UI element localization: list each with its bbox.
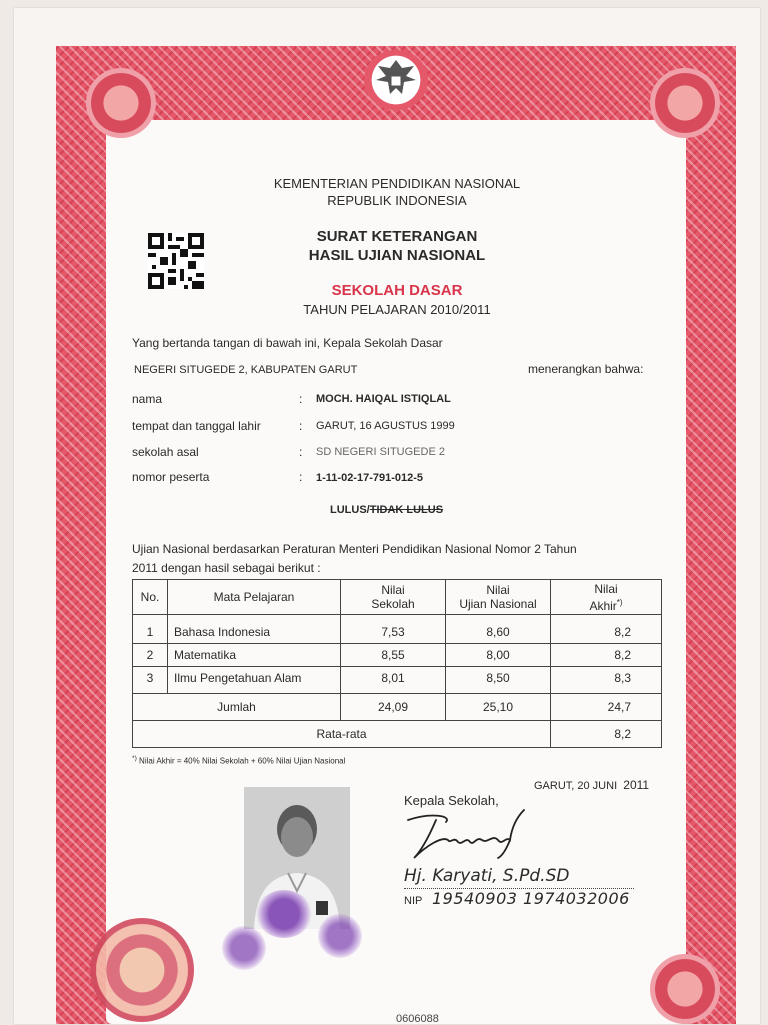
cell-school: 8,55	[341, 644, 446, 667]
status-pass: LULUS/	[330, 504, 370, 516]
field-label-name: nama	[132, 392, 163, 406]
col-header-national: Nilai Ujian Nasional	[446, 580, 551, 615]
intro-text: Yang bertanda tangan di bawah ini, Kepala Sekolah Dasar	[132, 336, 443, 350]
thumbprint	[318, 914, 362, 958]
field-colon: :	[299, 470, 303, 484]
cell-no: 3	[133, 667, 168, 694]
total-label: Jumlah	[133, 694, 341, 721]
ministry-heading: KEMENTERIAN PENDIDIKAN NASIONAL	[273, 176, 521, 191]
field-colon: :	[299, 445, 303, 459]
republic-heading: REPUBLIK INDONESIA	[327, 193, 467, 208]
handwritten-signature	[402, 806, 532, 862]
school-level: SEKOLAH DASAR	[331, 282, 463, 299]
field-value-name: MOCH. HAIQAL ISTIQLAL	[316, 393, 451, 405]
average-label: Rata-rata	[133, 721, 551, 748]
total-school: 24,09	[341, 694, 446, 721]
total-final: 24,7	[551, 694, 662, 721]
cell-final: 8,3	[551, 667, 662, 694]
table-average-row	[133, 721, 662, 748]
thumbprint	[222, 926, 266, 970]
col-header-no: No.	[133, 580, 168, 615]
average-final: 8,2	[551, 721, 662, 748]
cell-no: 1	[133, 615, 168, 644]
table-row	[133, 667, 662, 694]
cell-final: 8,2	[551, 644, 662, 667]
table-row	[133, 644, 662, 667]
declares-text: menerangkan bahwa:	[528, 362, 644, 376]
total-national: 25,10	[446, 694, 551, 721]
table-row	[133, 615, 662, 644]
nip-value: 19540903 1974032006	[432, 889, 630, 908]
footnote: *) Nilai Akhir = 40% Nilai Sekolah + 60% Nilai Ujian Nasional	[132, 755, 346, 766]
table-header-row	[133, 580, 662, 615]
nip-label: NIP	[404, 895, 423, 907]
field-value-school: SD NEGERI SITUGEDE 2	[316, 446, 445, 458]
corner-ornament	[650, 68, 720, 138]
exam-text-line2: 2011 dengan hasil sebagai berikut :	[132, 561, 321, 575]
school-seal	[90, 918, 194, 1022]
signature-place-date: GARUT, 20 JUNI 2011	[534, 778, 650, 792]
cell-subject: Ilmu Pengetahuan Alam	[168, 667, 341, 694]
cell-national: 8,50	[446, 667, 551, 694]
field-colon: :	[299, 392, 303, 406]
cell-school: 8,01	[341, 667, 446, 694]
cell-national: 8,00	[446, 644, 551, 667]
cell-school: 7,53	[341, 615, 446, 644]
col-header-school: Nilai Sekolah	[341, 580, 446, 615]
cell-no: 2	[133, 644, 168, 667]
certificate-title-1: SURAT KETERANGAN	[316, 228, 478, 245]
certificate-title-2: HASIL UJIAN NASIONAL	[308, 247, 486, 264]
academic-year: TAHUN PELAJARAN 2010/2011	[303, 302, 491, 317]
grades-table	[132, 579, 662, 748]
principal-role: Kepala Sekolah,	[404, 793, 499, 808]
status-badge	[330, 504, 443, 516]
serial-number: 0606088	[396, 1013, 439, 1025]
field-label-school: sekolah asal	[132, 445, 199, 459]
cell-subject: Bahasa Indonesia	[168, 615, 341, 644]
field-colon: :	[299, 419, 303, 433]
col-header-subject: Mata Pelajaran	[168, 580, 341, 615]
corner-ornament	[86, 68, 156, 138]
cell-subject: Matematika	[168, 644, 341, 667]
field-label-participant: nomor peserta	[132, 470, 210, 484]
exam-text-line1: Ujian Nasional berdasarkan Peraturan Menteri Pendidikan Nasional Nomor 2 Tahun	[132, 542, 577, 556]
school-name: NEGERI SITUGEDE 2, KABUPATEN GARUT	[134, 364, 358, 376]
field-label-birth: tempat dan tanggal lahir	[132, 419, 261, 433]
field-value-birth: GARUT, 16 AGUSTUS 1999	[316, 420, 455, 432]
cell-final: 8,2	[551, 615, 662, 644]
principal-name: Hj. Karyati, S.Pd.SD	[404, 866, 570, 886]
status-fail: TIDAK LULUS	[369, 504, 444, 516]
thumbprint	[256, 890, 312, 938]
table-total-row	[133, 694, 662, 721]
corner-ornament	[650, 954, 720, 1024]
garuda-emblem	[364, 50, 428, 110]
field-value-participant: 1-11-02-17-791-012-5	[316, 472, 424, 484]
col-header-final: Nilai Akhir*)	[551, 580, 662, 615]
cell-national: 8,60	[446, 615, 551, 644]
